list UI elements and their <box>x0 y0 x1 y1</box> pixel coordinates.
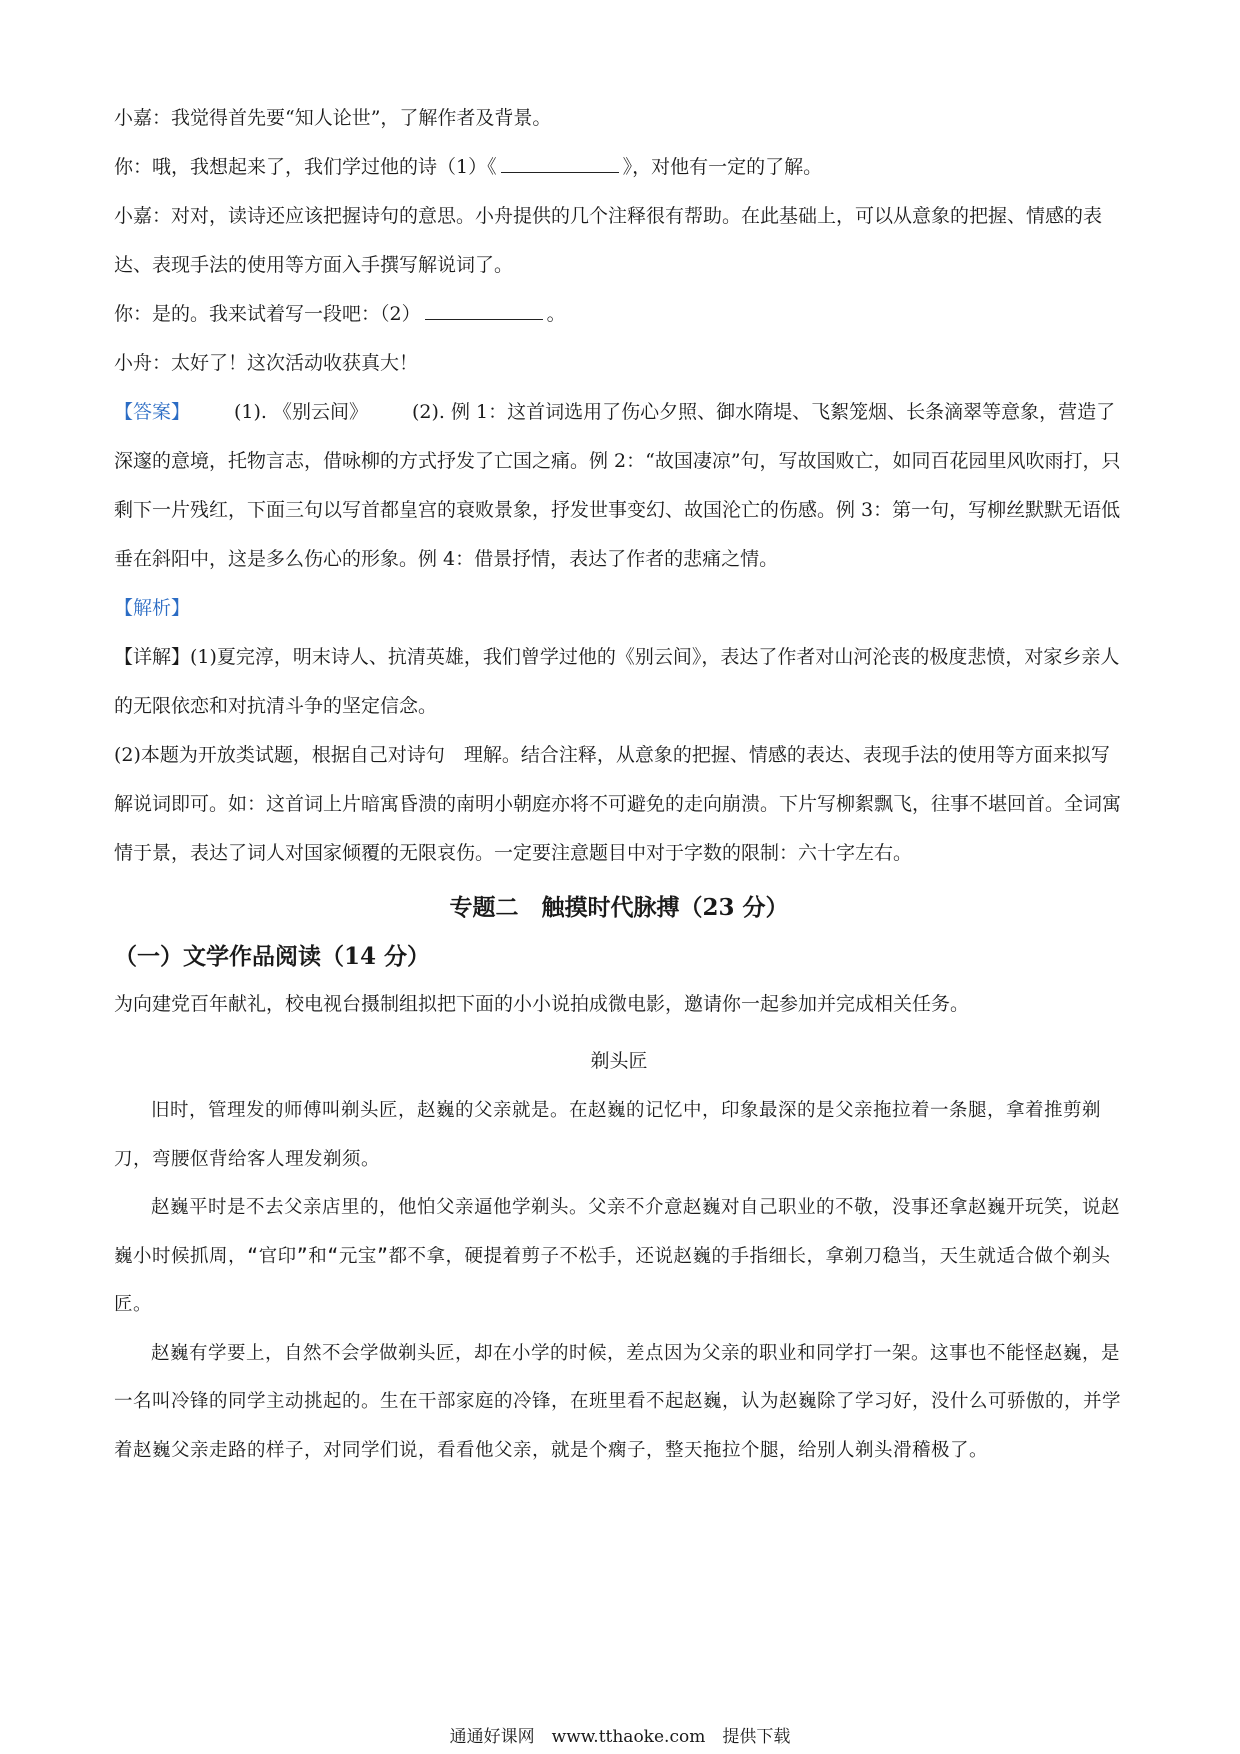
analysis-detail-2: (2)本题为开放类试题，根据自己对诗句 理解。结合注释，从意象的把握、情感的表达、表现手法的使用等方面来拟写解说词即可。如：这首词上片暗寓昏溃的南明小朝庭亦将不可避免的走向崩溃。下片写柳絮飘飞，往事不堪回首。全词寓情于景，表达了词人对国家倾覆的无限哀伤。一定要注意题目中对于字数的限制：六十字左右。 <box>114 744 1122 864</box>
story-title: 剃头匠 <box>590 1050 648 1072</box>
dialogue-line-2-after: 》，对他有一定的了解。 <box>622 156 823 178</box>
dialogue-line-2-before: 你：哦，我想起来了，我们学过他的诗（1）《 <box>114 156 497 178</box>
dialogue-line-1: 小嘉：我觉得首先要“知人论世”，了解作者及背景。 <box>114 107 552 129</box>
answer-part-1: (1). 《别云间》 <box>234 401 369 423</box>
section-subtitle: （一）文学作品阅读（14 分） <box>114 943 431 970</box>
section-title: 专题二 触摸时代脉搏（23 分） <box>449 894 789 921</box>
dialogue-line-5: 小舟：太好了！这次活动收获真大！ <box>114 352 419 374</box>
story-paragraph-3: 赵巍有学要上，自然不会学做剃头匠，却在小学的时候，差点因为父亲的职业和同学打一架。这事也不能怪赵巍，是一名叫冷锋的同学主动挑起的。生在干部家庭的冷锋，在班里看不起赵巍，认为赵巍除了学习好，没什么可骄傲的，并学着赵巍父亲走路的样子，对同学们说，看看他父亲，就是个瘸子，整天拖拉个腿，给别人剃头滑稽极了。 <box>114 1342 1122 1461</box>
section-intro: 为向建党百年献礼，校电视台摄制组拟把下面的小小说拍成微电影，邀请你一起参加并完成相关任务。 <box>114 993 970 1015</box>
dialogue-line-4-after: 。 <box>546 303 566 325</box>
answer-blank-1 <box>501 154 619 173</box>
answer-part-2: (2). 例 1：这首词选用了伤心夕照、御水隋堤、飞絮笼烟、长条滴翠等意象，营造了深邃的意境，托物言志，借咏柳的方式抒发了亡国之痛。例 2：“故国凄凉”句，写故国败亡，如同百花园里风吹雨打，只剩下一片残红，下面三句以写首都皇宫的衰败景象，抒发世事变幻、故国沦亡的伤感。例 3：第一句，写柳丝默默无语低垂在斜阳中，这是多么伤心的形象。例 4：借景抒情，表达了作者的悲痛之情。 <box>114 401 1121 570</box>
answer-blank-2 <box>425 301 543 320</box>
dialogue-line-4 <box>114 290 1124 339</box>
story-paragraph-1: 旧时，管理发的师傅叫剃头匠，赵巍的父亲就是。在赵巍的记忆中，印象最深的是父亲拖拉着一条腿，拿着推剪剃刀，弯腰伛背给客人理发剃须。 <box>114 1100 1102 1170</box>
document-page <box>114 94 1124 1475</box>
answer-label: 【答案】 <box>114 401 191 423</box>
story-paragraph-2: 赵巍平时是不去父亲店里的，他怕父亲逼他学剃头。父亲不介意赵巍对自己职业的不敬，没事还拿赵巍开玩笑，说赵巍小时候抓周，“官印”和“元宝”都不拿，硬提着剪子不松手，还说赵巍的手指细长，拿剃刀稳当，天生就适合做个剃头匠。 <box>114 1197 1121 1315</box>
page-footer: 通通好课网 www.tthaoke.com 提供下载 <box>449 1727 791 1747</box>
dialogue-line-4-before: 你：是的。我来试着写一段吧：（2） <box>114 303 421 325</box>
analysis-detail-1: 【详解】(1)夏完淳，明末诗人、抗清英雄，我们曾学过他的《别云间》，表达了作者对山河沦丧的极度悲愤，对家乡亲人的无限依恋和对抗清斗争的坚定信念。 <box>114 646 1120 717</box>
dialogue-line-3: 小嘉：对对，读诗还应该把握诗句的意思。小舟提供的几个注释很有帮助。在此基础上，可以从意象的把握、情感的表达、表现手法的使用等方面入手撰写解说词了。 <box>114 205 1103 276</box>
analysis-label: 【解析】 <box>114 597 191 619</box>
answer-block <box>114 388 1124 584</box>
dialogue-line-2 <box>114 143 1124 192</box>
